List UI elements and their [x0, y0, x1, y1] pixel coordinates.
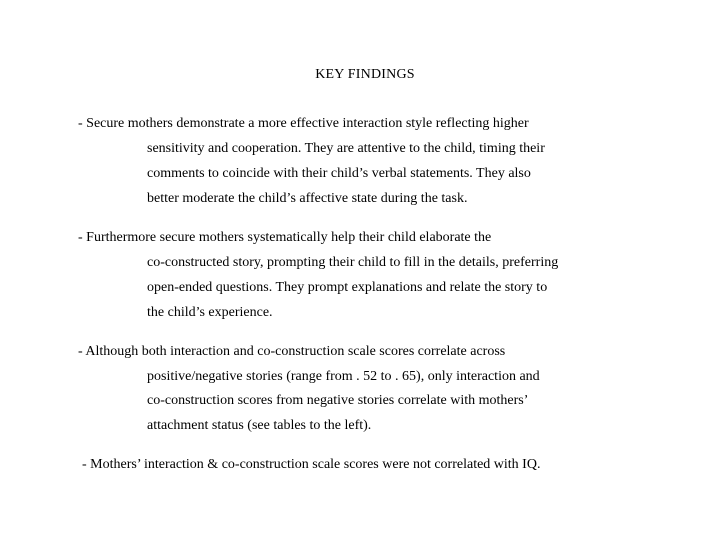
finding-3-line-1: - Although both interaction and co-construction scale scores correlate across — [78, 344, 506, 359]
finding-3-line-3: co-construction scores from negative stories correlate with mothers’ — [147, 393, 529, 408]
finding-2-line-2: co-constructed story, prompting their child to fill in the details, preferring — [147, 255, 559, 270]
finding-1-line-1: - Secure mothers demonstrate a more effective interaction style reflecting higher — [78, 116, 529, 131]
finding-3-line-2: positive/negative stories (range from . 52 to . 65), only interaction and — [147, 369, 540, 384]
finding-2-line-3: open-ended questions. They prompt explanations and relate the story to — [147, 280, 548, 295]
finding-1-line-2: sensitivity and cooperation. They are attentive to the child, timing their — [147, 141, 545, 156]
finding-3-line-4: attachment status (see tables to the left). — [147, 418, 372, 433]
finding-2-line-4: the child’s experience. — [147, 305, 273, 320]
finding-1-line-3: comments to coincide with their child’s verbal statements. They also — [147, 166, 531, 181]
finding-2-line-1: - Furthermore secure mothers systematically help their child elaborate the — [78, 230, 492, 245]
finding-1-line-4: better moderate the child’s affective state during the task. — [147, 191, 468, 206]
finding-4-line-1: - Mothers’ interaction & co-construction scale scores were not correlated with IQ. — [82, 457, 541, 472]
page-title: KEY FINDINGS — [315, 67, 415, 82]
